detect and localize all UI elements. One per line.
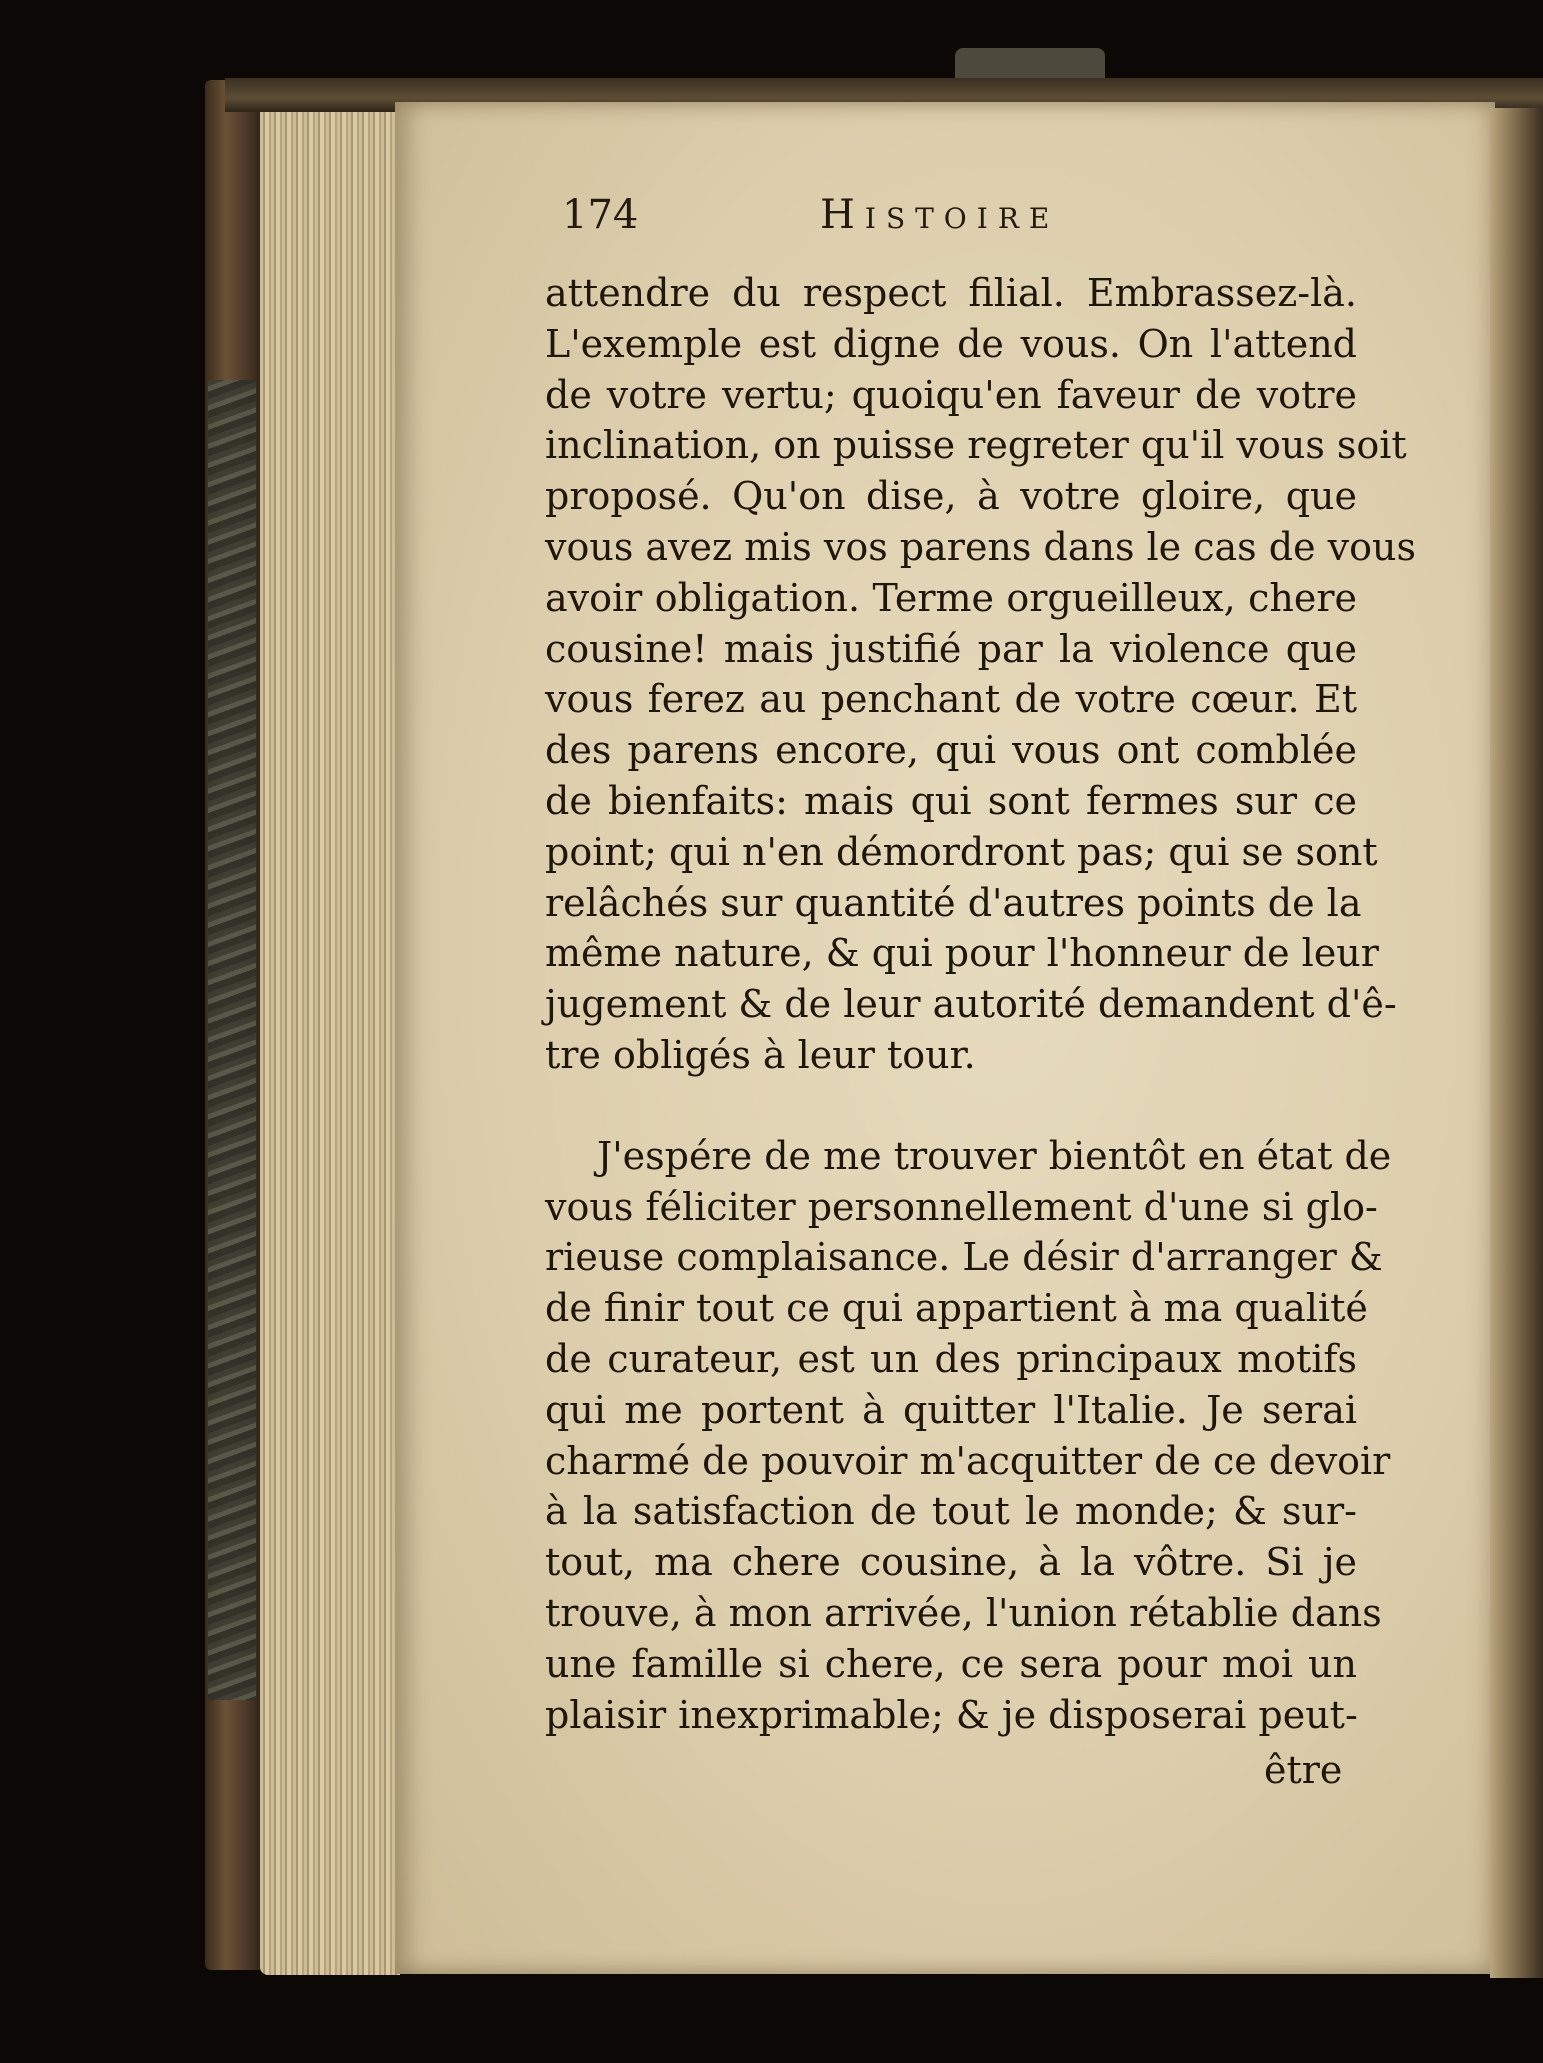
- text-line: de votre vertu; quoiqu'en faveur de votre: [545, 372, 1357, 417]
- text-line: cousine! mais justifié par la violence que: [545, 626, 1357, 671]
- body-text: [545, 268, 1416, 1740]
- text-line: tout, ma chere cousine, à la vôtre. Si je: [545, 1540, 1357, 1585]
- running-title: Histoire: [820, 192, 1060, 238]
- text-line: J'espére de me trouver bientôt en état de: [597, 1133, 1392, 1178]
- page-number: 174: [562, 192, 639, 238]
- text-line: avoir obligation. Terme orgueilleux, chere: [545, 575, 1357, 620]
- text-line: de bienfaits: mais qui sont fermes sur ce: [545, 778, 1357, 823]
- text-line: de finir tout ce qui appartient à ma qualité: [545, 1286, 1368, 1331]
- book-gutter: [1490, 108, 1543, 1978]
- text-line: attendre du respect filial. Embrassez-là.: [545, 271, 1357, 315]
- paragraph-1: [545, 268, 1416, 1081]
- text-line: charmé de pouvoir m'acquitter de ce devoir: [545, 1438, 1391, 1483]
- text-line: L'exemple est digne de vous. On l'attend: [545, 321, 1357, 366]
- text-line: point; qui n'en démordront pas; qui se sont: [545, 829, 1378, 874]
- text-line: de curateur, est un des principaux motifs: [545, 1336, 1357, 1381]
- text-line: une famille si chere, ce sera pour moi un: [545, 1641, 1357, 1686]
- text-line: rieuse complaisance. Le désir d'arranger &: [545, 1235, 1383, 1280]
- text-line: qui me portent à quitter l'Italie. Je serai: [545, 1387, 1357, 1432]
- paragraph-gap: [545, 1081, 1357, 1131]
- text-line: des parens encore, qui vous ont comblée: [545, 728, 1357, 773]
- text-line: à la satisfaction de tout le monde; & sur-: [545, 1489, 1357, 1534]
- paragraph-2: [545, 1131, 1392, 1741]
- text-line: relâchés sur quantité d'autres points de la: [545, 880, 1362, 925]
- text-line: inclination, on puisse regreter qu'il vous soit: [545, 423, 1407, 468]
- page-header: [562, 192, 1362, 252]
- page-edges: [260, 95, 400, 1975]
- text-line: jugement & de leur autorité demandent d'ê-: [545, 982, 1397, 1027]
- text-line: trouve, à mon arrivée, l'union rétablie dans: [545, 1590, 1382, 1635]
- text-line: vous avez mis vos parens dans le cas de vous: [545, 524, 1416, 569]
- text-line: tre obligés à leur tour.: [545, 1032, 976, 1077]
- text-line: plaisir inexprimable; & je disposerai peut-: [545, 1692, 1358, 1737]
- text-line: vous ferez au penchant de votre cœur. Et: [545, 677, 1357, 722]
- text-line: vous féliciter personnellement d'une si glo-: [545, 1184, 1378, 1229]
- catchword: être: [1264, 1748, 1343, 1792]
- text-line: proposé. Qu'on dise, à votre gloire, que: [545, 474, 1357, 519]
- marbled-cover: [208, 380, 256, 1700]
- text-line: même nature, & qui pour l'honneur de leur: [545, 931, 1379, 976]
